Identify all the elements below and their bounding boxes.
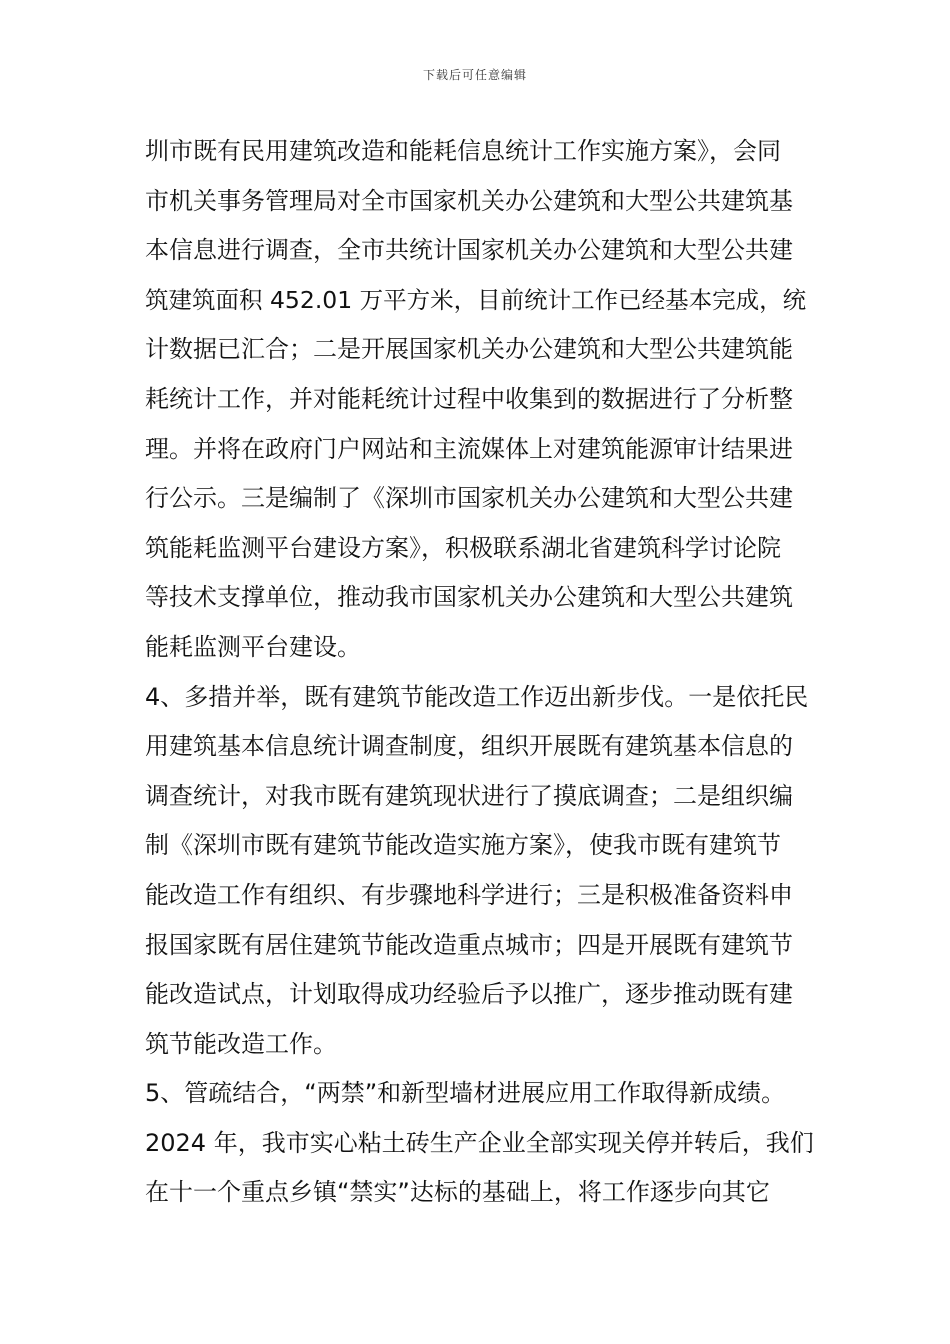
- body-line: 筑能耗监测平台建设方案》，积极联系湖北省建筑科学讨论院: [145, 533, 781, 562]
- body-line: 制《深圳市既有建筑节能改造实施方案》，使我市既有建筑节: [145, 831, 781, 860]
- section-4-heading-line: 4、多措并举，既有建筑节能改造工作迈出新步伐。一是依托民: [145, 682, 809, 711]
- body-line: 2024 年，我市实心粘土砖生产企业全部实现关停并转后，我们: [145, 1128, 814, 1157]
- section-5-heading-line: 5、管疏结合，“两禁”和新型墙材进展应用工作取得新成绩。: [145, 1079, 786, 1108]
- body-line: 计数据已汇合；二是开展国家机关办公建筑和大型公共建筑能: [145, 335, 793, 364]
- document-body: [145, 127, 815, 1218]
- body-line: 调查统计，对我市既有建筑现状进行了摸底调查；二是组织编: [145, 781, 793, 810]
- body-line: 本信息进行调查，全市共统计国家机关办公建筑和大型公共建: [145, 236, 793, 265]
- body-line: 筑节能改造工作。: [145, 1029, 337, 1058]
- body-line: 圳市既有民用建筑改造和能耗信息统计工作实施方案》，会同: [145, 137, 781, 165]
- body-line: 行公示。三是编制了《深圳市国家机关办公建筑和大型公共建: [145, 484, 793, 513]
- body-line: 耗统计工作，并对能耗统计过程中收集到的数据进行了分析整: [145, 384, 793, 413]
- body-line: 理。并将在政府门户网站和主流媒体上对建筑能源审计结果进: [145, 434, 793, 463]
- body-line: 等技术支撑单位，推动我市国家机关办公建筑和大型公共建筑: [145, 583, 793, 612]
- body-line: 筑建筑面积 452.01 万平方米，目前统计工作已经基本完成，统: [145, 285, 807, 314]
- body-line: 用建筑基本信息统计调查制度，组织开展既有建筑基本信息的: [145, 732, 793, 761]
- body-line: 在十一个重点乡镇“禁实”达标的基础上，将工作逐步向其它: [145, 1178, 770, 1207]
- body-line: 报国家既有居住建筑节能改造重点城市；四是开展既有建筑节: [145, 930, 793, 959]
- page-header-note: 下载后可任意编辑: [422, 68, 527, 82]
- body-line: 能改造工作有组织、有步骤地科学进行；三是积极准备资料申: [145, 880, 793, 909]
- body-line: 能改造试点，计划取得成功经验后予以推广，逐步推动既有建: [145, 980, 793, 1009]
- body-line: 能耗监测平台建设。: [145, 632, 361, 661]
- body-line: 市机关事务管理局对全市国家机关办公建筑和大型公共建筑基: [145, 186, 793, 215]
